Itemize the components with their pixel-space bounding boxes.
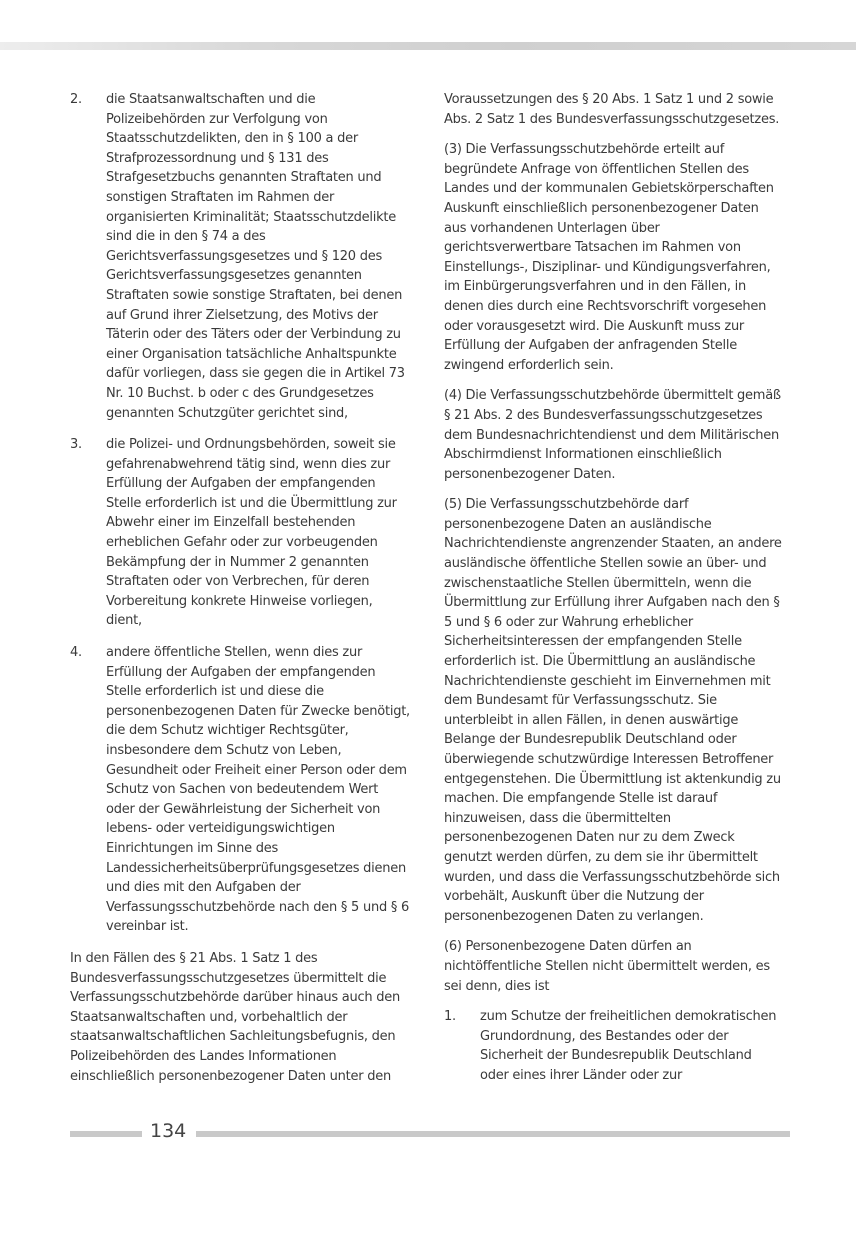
list-item-text: die Staatsanwaltschaften und die Polizeibehörden zur Verfolgung von Staatsschutzdelikten, den in § 100 a der Strafprozessordnung und § 131 des Strafgesetzbuchs genannten Straftaten und sonstigen Straftaten im Rahmen der organisierten Kriminalität; Staatsschutzdelikte sind die in den § 74 a des Gerichtsverfassungsgesetzes und § 120 des Gerichtsverfassungsgesetzes genannten Straftaten sowie sonstige Straftaten, bei denen auf Grund ihrer Zielsetzung, des Motivs der Täterin oder des Täters oder der Verbindung zu einer Organisation tatsächliche Anhaltspunkte dafür vorliegen, dass sie gegen die in Artikel 73 Nr. 10 Buchst. b oder c des Grundgesetzes genannten Schutzgüter gerichtet sind, bbox=[106, 92, 405, 421]
body-paragraph: Voraussetzungen des § 20 Abs. 1 Satz 1 und 2 sowie Abs. 2 Satz 1 des Bundesverfassungsschutzgesetzes. bbox=[444, 92, 780, 127]
list-item-number: 4. bbox=[70, 645, 82, 661]
right-column bbox=[444, 90, 784, 1098]
body-paragraph: (6) Personenbezogene Daten dürfen an nichtöffentliche Stellen nicht übermittelt werden, es sei denn, dies ist bbox=[444, 939, 770, 994]
list-item-text: andere öffentliche Stellen, wenn dies zur Erfüllung der Aufgaben der empfangenden Stelle erforderlich ist und diese die personenbezogenen Daten für Zwecke benötigt, die dem Schutz wichtiger Rechtsgüter, insbesondere dem Schutz von Leben, Gesundheit oder Freiheit einer Person oder dem Schutz von Sachen von bedeutendem Wert oder der Gewährleistung der Sicherheit von lebens- oder verteidigungswichtigen Einrichtungen im Sinne des Landessicherheitsüberprüfungsgesetzes dienen und dies mit den Aufgaben der Verfassungsschutzbehörde nach den § 5 und § 6 vereinbar ist. bbox=[106, 645, 410, 935]
list-item-number: 2. bbox=[70, 92, 82, 107]
body-paragraph: (3) Die Verfassungsschutzbehörde erteilt auf begründete Anfrage von öffentlichen Stellen des Landes und der kommunalen Gebietskörperschaften Auskunft einschließlich personenbezogener Daten aus vorhandenen Unterlagen über gerichtsverwertbare Tatsachen im Rahmen von Einstellungs-, Disziplinar- und Kündigungsverfahren, im Einbürgerungsverfahren und in den Fällen, in denen dies durch eine Rechtsvorschrift vorgesehen oder vorausgesetzt wird. Die Auskunft muss zur Erfüllung der Aufgaben der anfragenden Stelle zwingend erforderlich sein. bbox=[444, 142, 774, 373]
body-paragraph: (5) Die Verfassungsschutzbehörde darf personenbezogene Daten an ausländische Nachrichtendienste angrenzender Staaten, an andere ausländische öffentliche Stellen sowie an über- und zwischenstaatliche Stellen übermitteln, wenn die Übermittlung zur Erfüllung ihrer Aufgaben nach den § 5 und § 6 oder zur Wahrung erheblicher Sicherheitsinteressen der empfangenden Stelle erforderlich ist. Die Übermittlung an ausländische Nachrichtendienste geschieht im Einvernehmen mit dem Bundesamt für Verfassungsschutz. Sie unterbleibt in allen Fällen, in denen auswärtige Belange der Bundesrepublik Deutschland oder überwiegende schutzwürdige Interessen Betroffener entgegenstehen. Die Übermittlung ist aktenkundig zu machen. Die empfangende Stelle ist darauf hinzuweisen, dass die übermittelten personenbezogenen Daten nur zu dem Zweck genutzt werden dürfen, zu dem sie ihr übermittelt wurden, und dass die Verfassungsschutzbehörde sich vorbehält, Auskunft über die Nutzung der personenbezogenen Daten zu verlangen. bbox=[444, 497, 782, 924]
list-item-number: 1. bbox=[444, 1009, 456, 1025]
body-paragraph: (4) Die Verfassungsschutzbehörde übermittelt gemäß § 21 Abs. 2 des Bundesverfassungsschutzgesetzes dem Bundesnachrichtendienst und dem Militärischen Abschirmdienst Informationen einschließlich personenbezogener Daten. bbox=[444, 388, 781, 482]
list-item bbox=[444, 1007, 784, 1085]
footer-rule-left bbox=[70, 1131, 142, 1137]
list-item-number: 3. bbox=[70, 437, 82, 453]
page-number: 134 bbox=[150, 1120, 187, 1142]
footer-rule-right bbox=[196, 1131, 790, 1137]
left-column bbox=[70, 90, 410, 1097]
list-item bbox=[70, 643, 410, 937]
header-rule bbox=[0, 42, 856, 50]
list-item bbox=[70, 435, 410, 631]
list-item-text: zum Schutze der freiheitlichen demokratischen Grundordnung, des Bestandes oder der Sicherheit der Bundesrepublik Deutschland oder eines ihrer Länder oder zur bbox=[480, 1009, 777, 1083]
body-paragraph: In den Fällen des § 21 Abs. 1 Satz 1 des Bundesverfassungsschutzgesetzes übermittelt die Verfassungsschutzbehörde darüber hinaus auch den Staatsanwaltschaften und, vorbehaltlich der staatsanwaltschaftlichen Sachleitungsbefugnis, den Polizeibehörden des Landes Informationen einschließlich personenbezogener Daten unter den bbox=[70, 950, 401, 1084]
list-item bbox=[70, 90, 410, 423]
list-item-text: die Polizei- und Ordnungsbehörden, soweit sie gefahrenabwehrend tätig sind, wenn dies zur Erfüllung der Aufgaben der empfangenden Stelle erforderlich ist und die Übermittlung zur Abwehr einer im Einzelfall bestehenden erheblichen Gefahr oder zur vorbeugenden Bekämpfung der in Nummer 2 genannten Straftaten oder von Verbrechen, für deren Vorbereitung konkrete Hinweise vorliegen, dient, bbox=[106, 437, 397, 629]
